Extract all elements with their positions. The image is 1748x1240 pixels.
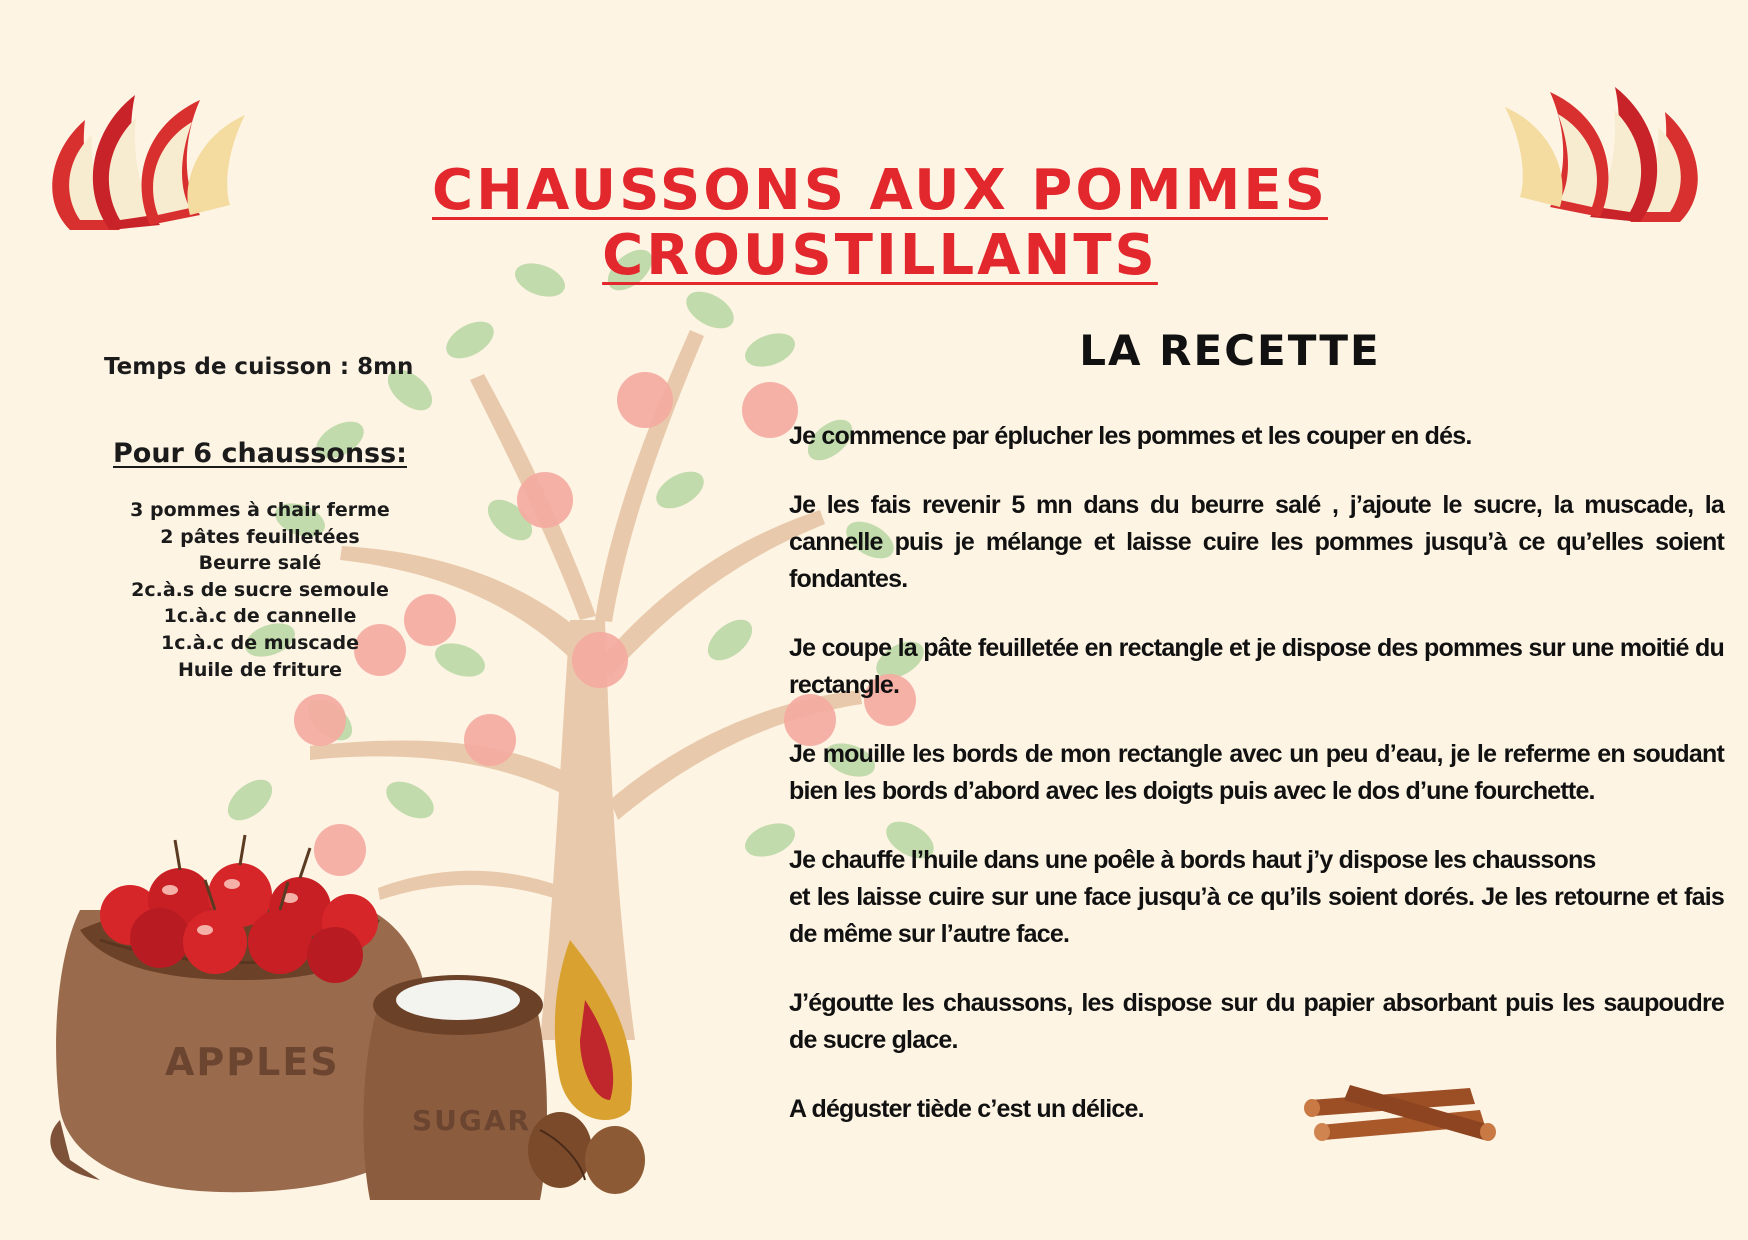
- ingredient-item: 2c.à.s de sucre semoule: [131, 578, 389, 601]
- recipe-step: Je les fais revenir 5 mn dans du beurre salé , j’ajoute le sucre, la muscade, la cannelle puis je mélange et laisse cuire les pommes jusqu’à ce qu’elles soient fondantes.: [789, 491, 1724, 593]
- recipe-step: J’égoutte les chaussons, les dispose sur du papier absorbant puis les saupoudre de sucre glace.: [789, 989, 1724, 1054]
- recipe-steps: [789, 418, 1724, 1128]
- recipe-heading: LA RECETTE: [1079, 326, 1381, 375]
- recipe-step: Je chauffe l’huile dans une poêle à bords haut j’y dispose les chaussons: [789, 846, 1596, 874]
- ingredient-item: 3 pommes à chair ferme: [130, 499, 390, 521]
- ingredients-heading: Pour 6 chaussonss:: [113, 438, 407, 469]
- recipe-step: Je mouille les bords de mon rectangle avec un peu d’eau, je le referme en soudant bien les bords d’abord avec les doigts puis avec le dos d’une fourchette.: [789, 740, 1724, 805]
- recipe-step: A déguster tiède c’est un délice.: [789, 1095, 1144, 1123]
- ingredient-item: Beurre salé: [198, 552, 322, 575]
- apple-slices-icon: [1500, 72, 1710, 232]
- ingredient-item: 1c.à.c de muscade: [161, 631, 359, 654]
- sugar-sack-icon: [363, 975, 547, 1200]
- ingredient-item: 2 pâtes feuilletées: [160, 525, 360, 548]
- ingredient-item: 1c.à.c de cannelle: [163, 605, 357, 628]
- apple-sack-icon: [40, 830, 720, 1210]
- ingredients-list: [100, 497, 420, 683]
- recipe-step: Je coupe la pâte feuilletée en rectangle et je dispose des pommes sur une moitié du rectangle.: [789, 634, 1724, 699]
- apple-slices-icon: [40, 80, 250, 240]
- sugar-sack-label: SUGAR: [412, 1104, 532, 1137]
- cinnamon-sticks-icon: [1300, 1070, 1500, 1150]
- apples-sack-label: APPLES: [165, 1040, 340, 1084]
- nutmeg-icon: [528, 940, 645, 1194]
- recipe-step: Je commence par éplucher les pommes et les couper en dés.: [789, 422, 1472, 450]
- page-title: CHAUSSONS AUX POMMES CROUSTILLANTS: [432, 158, 1328, 288]
- ingredient-item: Huile de friture: [177, 658, 343, 681]
- recipe-step: et les laisse cuire sur une face jusqu’à ce qu’ils soient dorés. Je les retourne et fais de même sur l’autre face.: [789, 883, 1724, 948]
- cooking-time: Temps de cuisson : 8mn: [104, 354, 414, 380]
